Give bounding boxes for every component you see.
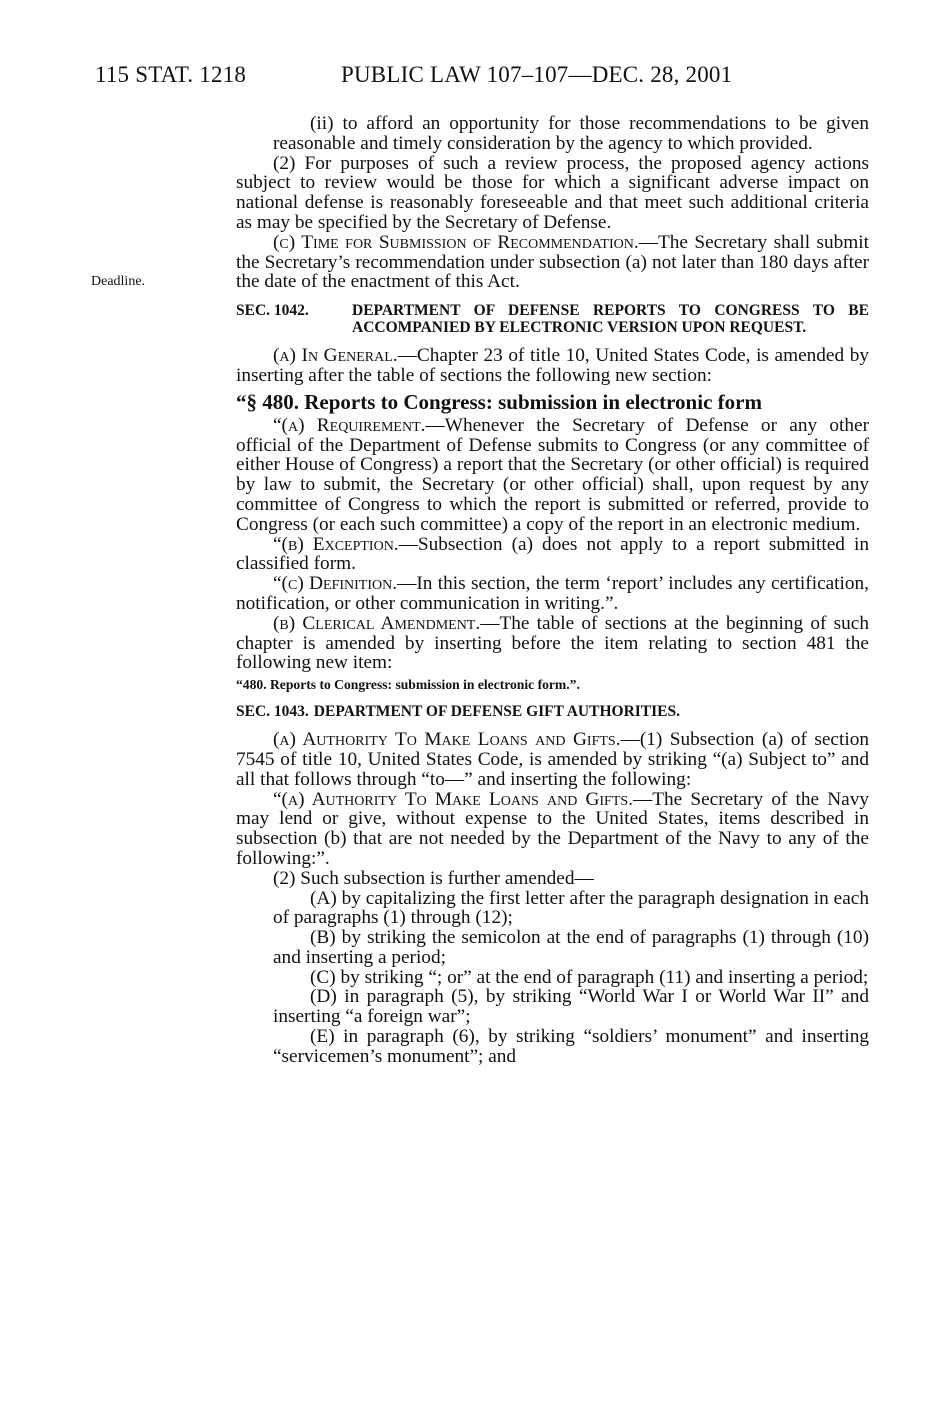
subsection-heading: “(a) Authority To Make Loans and Gifts.	[273, 788, 633, 810]
subsection-heading: (a) Authority To Make Loans and Gifts.	[273, 729, 621, 751]
paragraph-ii: (ii) to afford an opportunity for those recommendations to be given reasonable and timely consideration by the agency to which provided.	[273, 113, 869, 154]
section-1042-heading	[236, 302, 869, 336]
subsection-a-authority-loans-gifts	[236, 730, 869, 789]
paragraph-2-further-amended: (2) Such subsection is further amended—	[273, 867, 594, 889]
margin-note-deadline: Deadline.	[91, 274, 146, 289]
subsection-heading: “(a) Requirement.	[273, 414, 426, 436]
subsection-text: —Whenever the Secretary of Defense or any other official of the Department of Defense submits to Congress (or any committee of either House of Congress) a report that the Secretary (or other official) is required by law to submit, the Secretary (or other official) shall, upon request by any committee of Congress to which the report is submitted or referred, provide to Congress (or each such committee) a copy of the report in an electronic medium.	[236, 414, 869, 535]
section-title: DEPARTMENT OF DEFENSE REPORTS TO CONGRESS TO BE ACCOMPANIED BY ELECTRONIC VERSION UPON REQUEST.	[352, 302, 869, 337]
subsection-a-in-general	[236, 346, 869, 386]
document-body	[236, 114, 869, 1067]
subparagraph-d: (D) in paragraph (5), by striking “World War I or World War II” and inserting “a foreign war”;	[273, 986, 869, 1028]
subsection-text: —The Secretary shall submit the Secretary’s recommendation under subsection (a) not later than 180 days after the date of the enactment of this Act.	[236, 231, 869, 293]
section-1043-heading	[236, 703, 869, 720]
section-number: SEC. 1042.	[236, 302, 309, 320]
subsection-text: —(1) Subsection (a) of section 7545 of title 10, United States Code, is amended by striking “(a) Subject to” and all that follows through “to—” and inserting the following:	[236, 729, 869, 790]
subsection-heading: “(b) Exception.	[273, 533, 399, 555]
subparagraph-c: (C) by striking “; or” at the end of paragraph (11) and inserting a period;	[310, 966, 869, 988]
paragraph-2: (2) For purposes of such a review process, the proposed agency actions subject to review would be those for which a significant adverse impact on national defense is reasonably foreseeable and that meet such additional criteria as may be specified by the Secretary of Defense.	[236, 152, 869, 233]
section-title: DEPARTMENT OF DEFENSE GIFT AUTHORITIES.	[313, 703, 680, 721]
subsection-text: —The table of sections at the beginning of such chapter is amended by inserting before the item relating to section 481 the following new item:	[236, 612, 869, 674]
subsection-text: —Chapter 23 of title 10, United States Code, is amended by inserting after the table of sections the following new section:	[236, 345, 869, 386]
subsection-text: —In this section, the term ‘report’ includes any certification, notification, or other communication in writing.”.	[236, 573, 869, 614]
subsection-heading: “(c) Definition.	[273, 573, 398, 595]
subsection-b-exception	[236, 535, 869, 575]
section-480-heading: “§ 480. Reports to Congress: submission in electronic form	[236, 389, 762, 414]
subsection-heading: (a) In General.	[273, 345, 398, 367]
subparagraph-a: (A) by capitalizing the first letter after the paragraph designation in each of paragraphs (1) through (12);	[273, 887, 869, 929]
quoted-subsection-a	[236, 790, 869, 869]
subsection-c-time-for-submission	[236, 233, 869, 292]
clerical-amendment-item: “480. Reports to Congress: submission in electronic form.”.	[236, 677, 580, 693]
subsection-text: —Subsection (a) does not apply to a report submitted in classified form.	[236, 533, 869, 575]
subsection-c-definition	[236, 574, 869, 614]
public-law-citation: PUBLIC LAW 107–107—DEC. 28, 2001	[341, 62, 733, 87]
subsection-heading: (c) Time for Submission of Recommendation.	[273, 231, 639, 253]
subsection-a-requirement	[236, 416, 869, 535]
stat-page-number: 115 STAT. 1218	[95, 62, 247, 87]
section-number: SEC. 1043.	[236, 703, 309, 721]
subsection-heading: (b) Clerical Amendment.	[273, 612, 481, 634]
subsection-b-clerical-amendment	[236, 614, 869, 673]
subparagraph-b: (B) by striking the semicolon at the end of paragraphs (1) through (10) and inserting a period;	[273, 927, 869, 968]
subsection-text: —The Secretary of the Navy may lend or give, without expense to the United States, items described in subsection (b) that are not needed by the Department of the Navy to any of the following:”.	[236, 788, 869, 869]
subparagraph-e: (E) in paragraph (6), by striking “soldiers’ monument” and inserting “servicemen’s monument”; and	[273, 1026, 869, 1067]
